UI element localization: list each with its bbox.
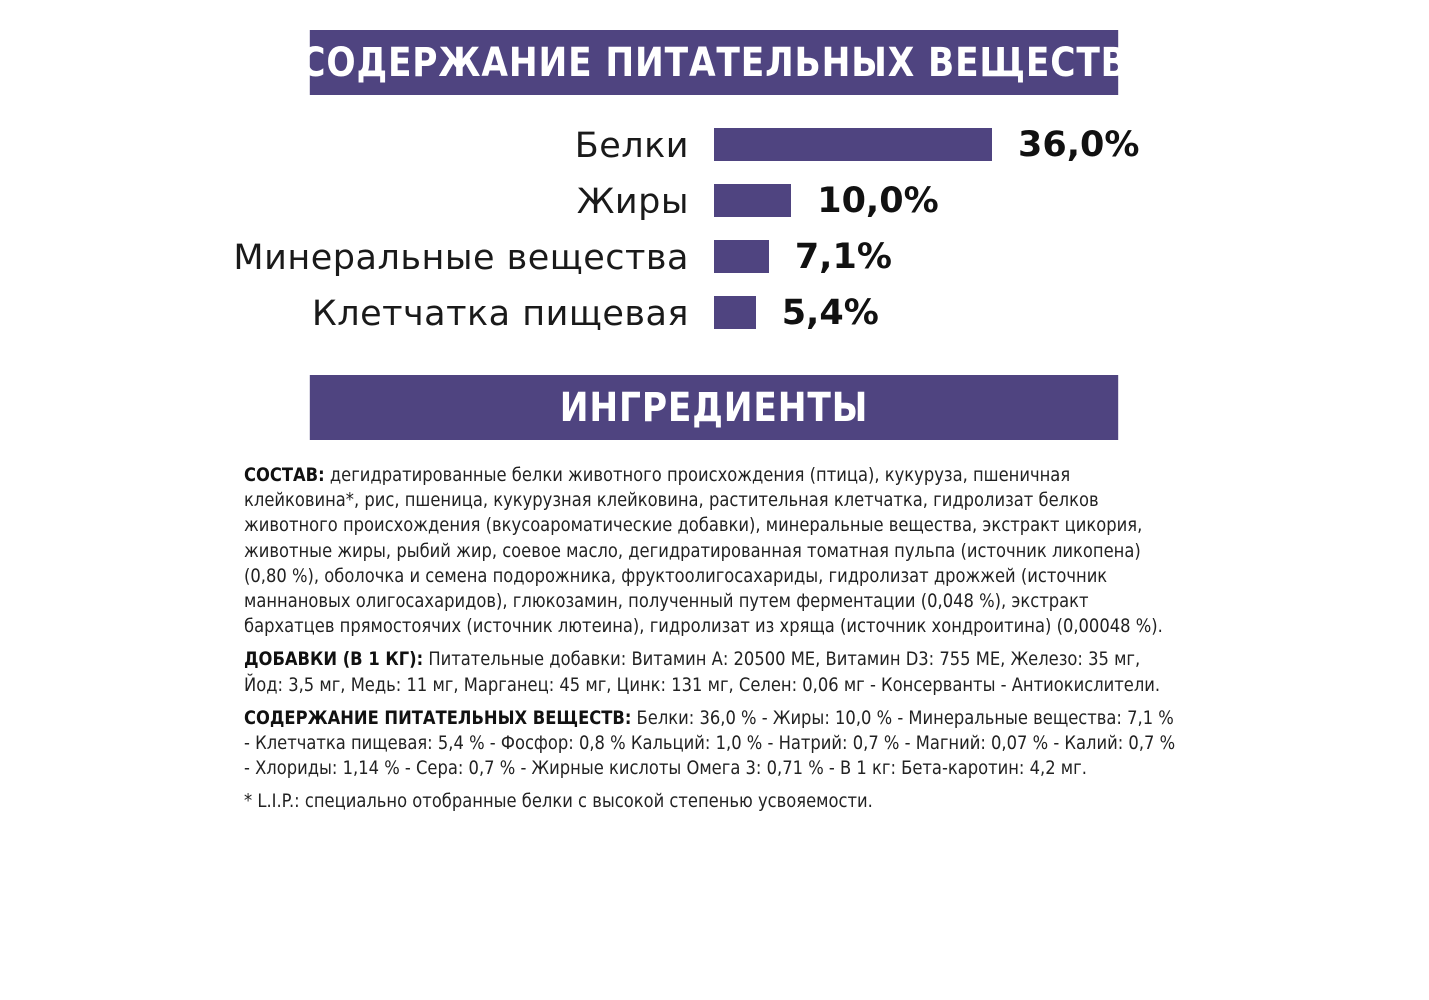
nutrients-text: Белки: 36,0 % - Жиры: 10,0 % - Минеральные вещества: 7,1 % - Клетчатка пищевая: 5,4 % - Фосфор: 0,8 % Кальций: 1,0 % - Натрий: 0,7 % - Магний: 0,07 % - Калий: 0,7 % - Хлориды: 1,14 % - Сера: 0,7 % - Жирные кислоты Омега 3: 0,71 % - В 1 кг: Бета-каротин: 4,2 мг. (244, 706, 1176, 780)
additives-label: ДОБАВКИ (В 1 КГ): (244, 648, 424, 671)
composition-text: дегидратированные белки животного происхождения (птица), кукуруза, пшеничная клейковина*, рис, пшеница, кукурузная клейковина, растительная клетчатка, гидролизат белков животного происхождения (вкусоароматические добавки), минеральные вещества, экстракт цикория, животные жиры, рыбий жир, соевое масло, дегидратированная томатная пульпа (источник ликопена) (0,80 %), оболочка и семена подорожника, фруктоолигосахариды, гидролизат дрожжей (источник маннановых олигосахаридов), глюкозамин, полученный путем ферментации (0,048 %), экстракт бархатцев прямостоячих (источник лютеина), гидролизат из хряща (источник хондроитина) (0,00048 %). (244, 464, 1163, 638)
chart-row (0, 176, 1429, 232)
footnote: * L.I.P.: специально отобранные белки с высокой степенью усвояемости. (244, 790, 873, 813)
nutrients-section-title: СОДЕРЖАНИЕ ПИТАТЕЛЬНЫХ ВЕЩЕСТВ (300, 39, 1128, 86)
value-label: 36,0% (1018, 125, 1140, 165)
chart-row (0, 120, 1429, 176)
bar (714, 296, 756, 329)
nutrients-paragraph (244, 706, 1181, 782)
ingredients-text-block (244, 463, 1181, 823)
ingredients-section-title: ИНГРЕДИЕНТЫ (559, 384, 869, 431)
ingredients-section-header (310, 375, 1118, 440)
value-label: 5,4% (781, 293, 879, 333)
nutrients-label: СОДЕРЖАНИЕ ПИТАТЕЛЬНЫХ ВЕЩЕСТВ: (244, 706, 632, 729)
value-label: 7,1% (794, 237, 892, 277)
chart-row (0, 288, 1429, 344)
chart-row (0, 232, 1429, 288)
bar (714, 184, 791, 217)
category-label: Жиры (576, 182, 689, 222)
category-label: Клетчатка пищевая (311, 294, 689, 334)
category-label: Белки (574, 126, 689, 166)
additives-paragraph (244, 647, 1181, 697)
composition-paragraph (244, 463, 1181, 639)
bar (714, 128, 992, 161)
composition-label: СОСТАВ: (244, 464, 325, 486)
nutrient-bar-chart (0, 120, 1429, 350)
nutrients-section-header (300, 30, 1128, 95)
value-label: 10,0% (817, 181, 939, 221)
additives-text: Питательные добавки: Витамин А: 20500 МЕ, Витамин D3: 755 МЕ, Железо: 35 мг, Йод: 3,5 мг, Медь: 11 мг, Марганец: 45 мг, Цинк: 131 мг, Селен: 0,06 мг - Консерванты - Антиокислители. (244, 648, 1161, 696)
bar (714, 240, 769, 273)
category-label: Минеральные вещества (233, 238, 689, 278)
